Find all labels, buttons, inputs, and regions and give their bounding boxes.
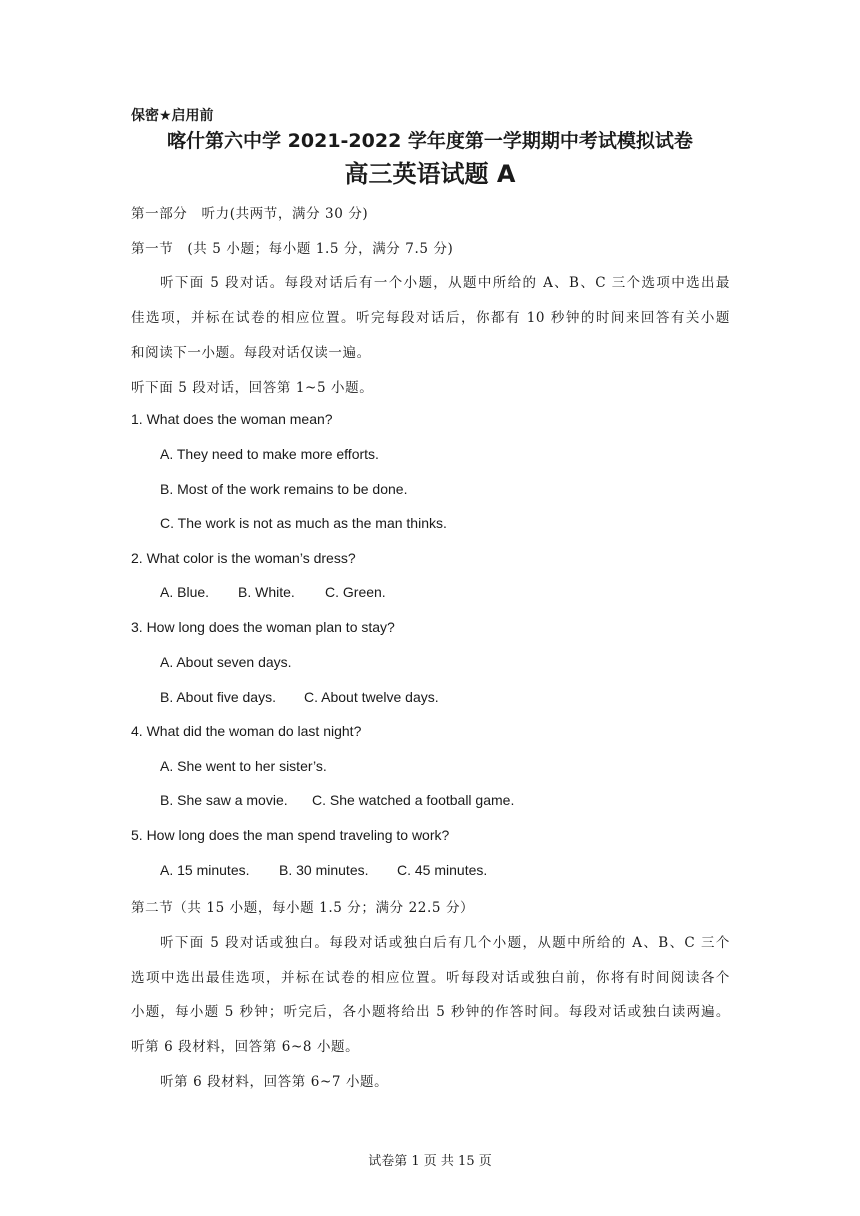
q4-option-a: A. She went to her sister’s. — [160, 758, 327, 774]
question-3: 3. How long does the woman plan to stay? — [131, 619, 395, 635]
section1-prompt: 听下面 5 段对话，回答第 1~5 小题。 — [131, 380, 374, 396]
section2-instruction-line-1: 听下面 5 段对话或独白。每段对话或独白后有几个小题，从题中所给的 A、B、C 三个 — [160, 935, 730, 951]
q1-option-b: B. Most of the work remains to be done. — [160, 481, 408, 497]
section2-heading: 第二节（共 15 小题，每小题 1.5 分；满分 22.5 分） — [131, 900, 475, 916]
q1-option-c: C. The work is not as much as the man thinks. — [160, 515, 447, 531]
section1-instruction-line-2: 佳选项，并标在试卷的相应位置。听完每段对话后，你都有 10 秒钟的时间来回答有关小题 — [131, 310, 730, 326]
page-number-footer: 试卷第 1 页 共 15 页 — [368, 1154, 492, 1169]
exam-subtitle: 高三英语试题 A — [344, 160, 516, 188]
q2-option-c: C. Green. — [325, 584, 386, 600]
question-2: 2. What color is the woman’s dress? — [131, 550, 356, 566]
section1-instruction-line-1: 听下面 5 段对话。每段对话后有一个小题，从题中所给的 A、B、C 三个选项中选出最 — [160, 275, 730, 291]
q4-option-c: C. She watched a football game. — [312, 792, 515, 808]
exam-title: 喀什第六中学 2021-2022 学年度第一学期期中考试模拟试卷 — [167, 130, 693, 152]
section2-instruction-line-3: 小题，每小题 5 秒钟；听完后，各小题将给出 5 秒钟的作答时间。每段对话或独白读两遍。 — [131, 1004, 730, 1020]
q5-option-a: A. 15 minutes. — [160, 862, 250, 878]
question-1: 1. What does the woman mean? — [131, 411, 333, 427]
q5-option-c: C. 45 minutes. — [397, 862, 488, 878]
q2-option-b: B. White. — [238, 584, 295, 600]
section1-instruction-line-3: 和阅读下一小题。每段对话仅读一遍。 — [131, 345, 371, 361]
section2-instruction-line-2: 选项中选出最佳选项，并标在试卷的相应位置。听每段对话或独白前，你将有时间阅读各个 — [131, 970, 730, 986]
question-4: 4. What did the woman do last night? — [131, 723, 362, 739]
q3-option-c: C. About twelve days. — [304, 689, 439, 705]
section2-instruction-line-4: 听第 6 段材料，回答第 6~8 小题。 — [131, 1039, 360, 1055]
q3-option-b: B. About five days. — [160, 689, 276, 705]
confidential-label: 保密★启用前 — [131, 108, 214, 124]
section2-prompt: 听第 6 段材料，回答第 6~7 小题。 — [160, 1074, 389, 1090]
q2-option-a: A. Blue. — [160, 584, 210, 600]
q1-option-a: A. They need to make more efforts. — [160, 446, 379, 462]
section1-heading: 第一节 (共 5 小题；每小题 1.5 分，满分 7.5 分) — [131, 241, 454, 257]
q4-option-b: B. She saw a movie. — [160, 792, 288, 808]
q5-option-b: B. 30 minutes. — [279, 862, 369, 878]
q3-option-a: A. About seven days. — [160, 654, 292, 670]
part1-heading: 第一部分 听力(共两节，满分 30 分) — [131, 206, 369, 222]
question-5: 5. How long does the man spend traveling to work? — [131, 827, 450, 843]
